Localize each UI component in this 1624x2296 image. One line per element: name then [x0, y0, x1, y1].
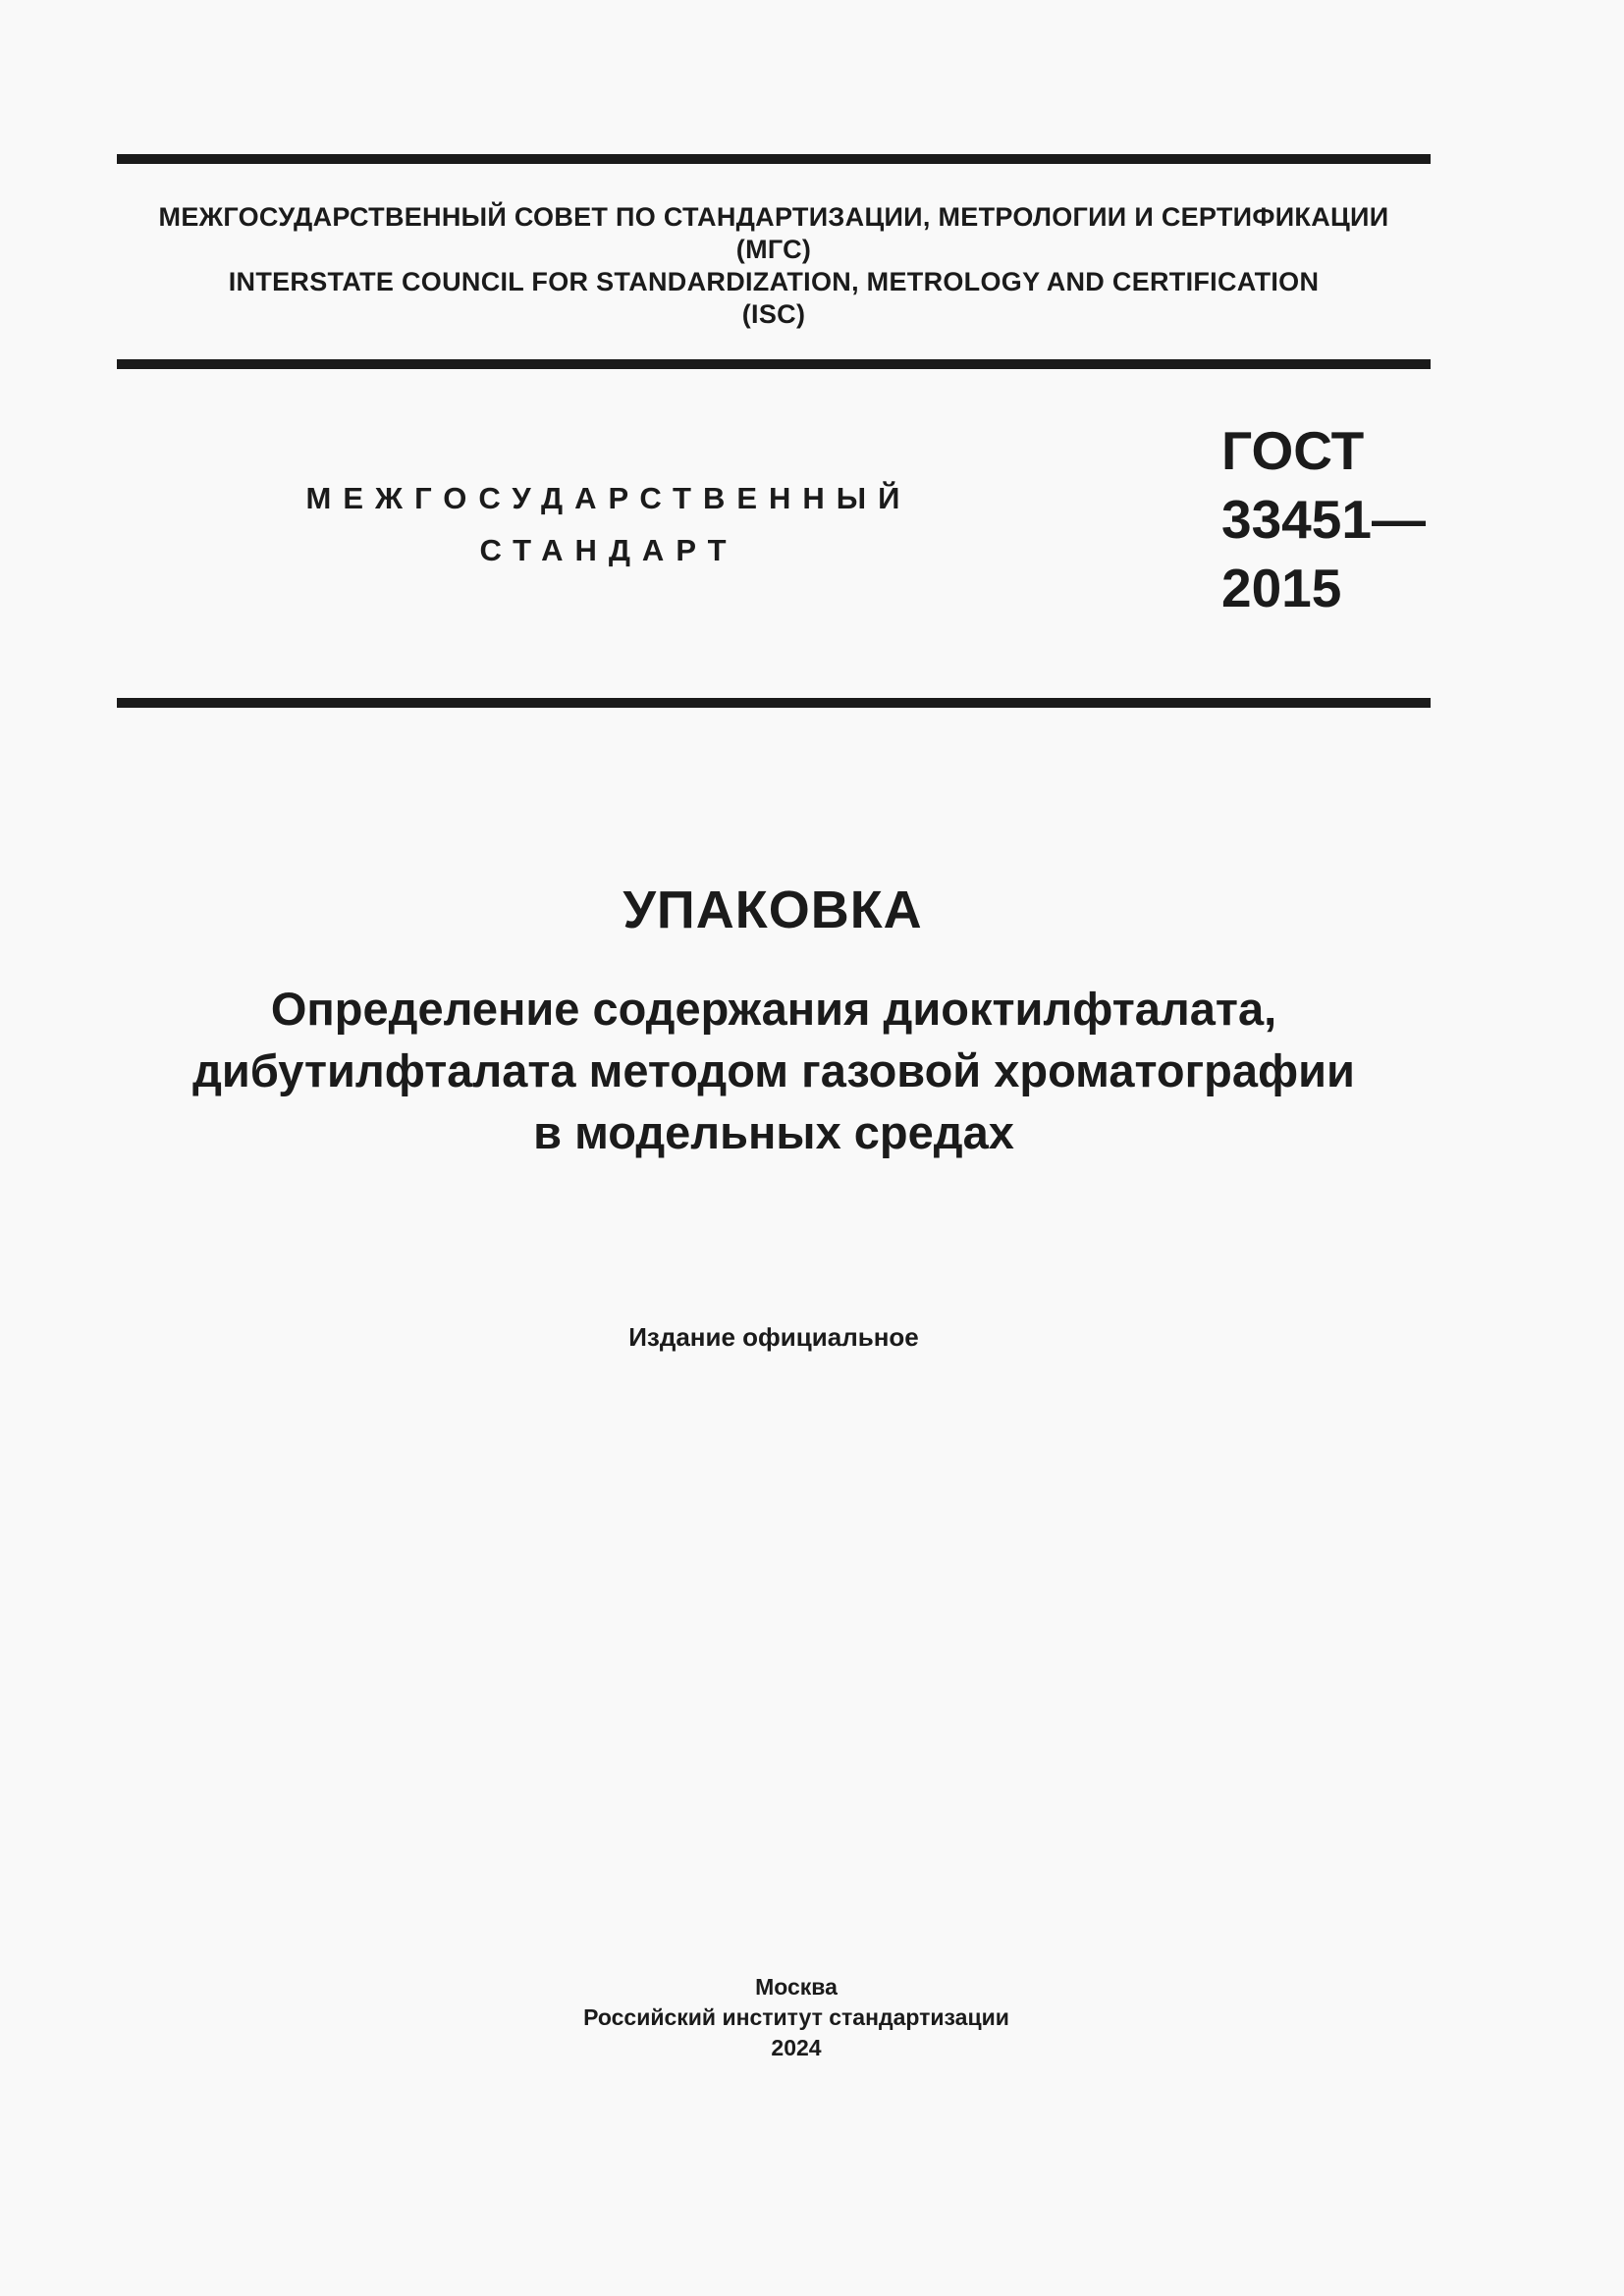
edition-note: Издание официальное [628, 1322, 919, 1352]
gost-designation [1221, 416, 1426, 622]
subtitle-line3: в модельных средах [533, 1106, 1014, 1158]
imprint [117, 1972, 1476, 2063]
subtitle-line2: дибутилфталата методом газовой хроматографии [192, 1044, 1355, 1096]
subtitle [117, 978, 1431, 1163]
subtitle-line1: Определение содержания диоктилфталата, [270, 983, 1277, 1035]
council-abbr-ru: (МГС) [735, 235, 812, 264]
main-title: УПАКОВКА [623, 881, 923, 939]
standard-kind-line2: СТАНДАРТ [479, 533, 738, 567]
council-name-ru: МЕЖГОСУДАРСТВЕННЫЙ СОВЕТ ПО СТАНДАРТИЗАЦИИ, МЕТРОЛОГИИ И СЕРТИФИКАЦИИ [158, 202, 1389, 232]
council-name-en: INTERSTATE COUNCIL FOR STANDARDIZATION, METROLOGY AND CERTIFICATION [228, 267, 1320, 296]
council-abbr-en: (ISC) [741, 299, 806, 329]
imprint-city: Москва [755, 1974, 838, 2000]
middle-rule [117, 359, 1431, 369]
gost-line2: 33451— [1221, 489, 1426, 550]
gost-line3: 2015 [1221, 558, 1342, 618]
top-rule [117, 154, 1431, 164]
standard-kind-line1: МЕЖГОСУДАРСТВЕННЫЙ [305, 481, 912, 515]
bottom-rule [117, 698, 1431, 708]
standard-kind [285, 472, 933, 576]
council-header [117, 201, 1431, 331]
imprint-publisher: Российский институт стандартизации [583, 2004, 1009, 2030]
imprint-year: 2024 [771, 2035, 822, 2060]
gost-line1: ГОСТ [1221, 420, 1365, 481]
